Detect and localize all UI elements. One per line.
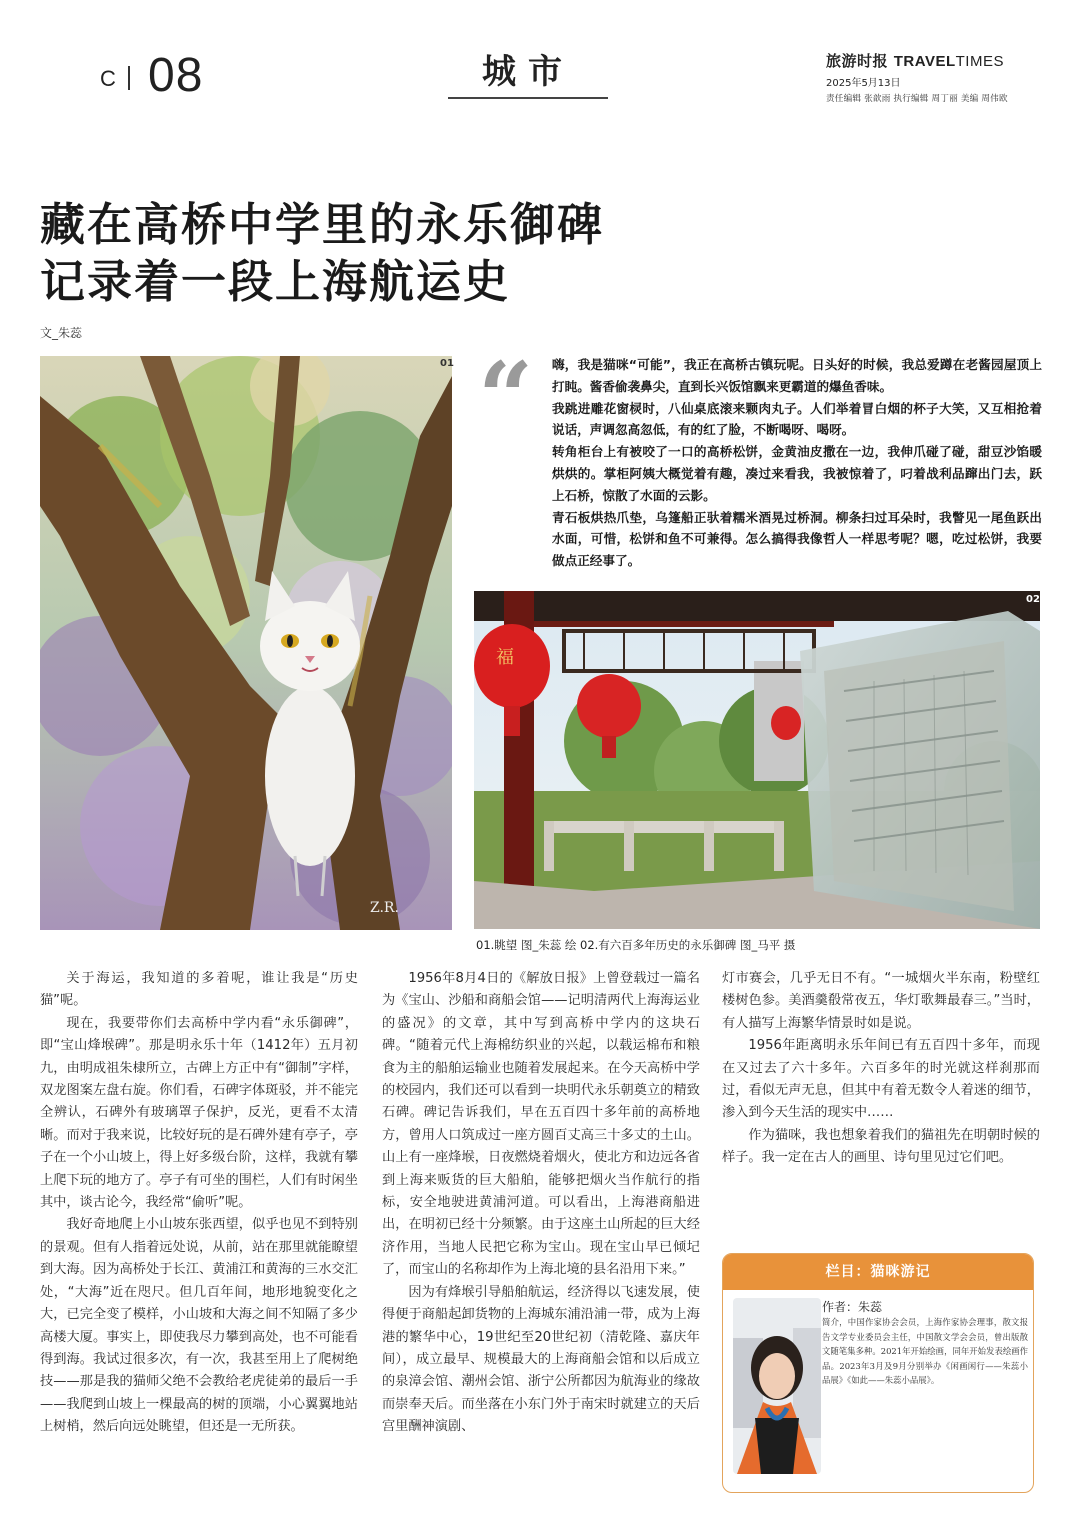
paper-masthead bbox=[826, 50, 1056, 104]
figure-1-number: 01 bbox=[440, 358, 454, 369]
author-name: 作者：朱蕊 bbox=[822, 1300, 883, 1314]
column-title: 栏目：猫咪游记 bbox=[723, 1254, 1033, 1290]
quote-mark: “ bbox=[478, 341, 534, 454]
body-paragraph: 我好奇地爬上小山坡东张西望，似乎也见不到特别的景观。但有人指着远处说，从前，站在那里就能瞭望到大海。因为高桥处于长江、黄浦江和黄海的三水交汇处，“大海”近在咫尺。但几百年间，地形地貌变化之大，已完全变了模样，小山坡和大海之间不知隔了多少高楼大厦。事实上，即使我尽力攀到高处，也不可能看得到海。我试过很多次，有一次，我甚至用上了爬树绝技——那是我的猫师父绝不会教给老虎徒弟的最后一手——我爬到山坡上一棵最高的树的顶端，小心翼翼地站上树梢，然后向远处眺望，但还是一无所获。 bbox=[40, 1217, 358, 1435]
cat-painting-art bbox=[40, 356, 452, 930]
body-paragraph: 因为有烽堠引导船舶航运，经济得以飞速发展，使得便于商船起卸货物的上海城东浦沿浦一带，成为上海港的繁华中心，19世纪至20世纪初（清乾隆、嘉庆年间），成立最早、规模最大的上海商船会馆和以后成立的泉漳会馆、潮州会馆、浙宁公所都因为航海业的缘故而崇奉天后。而坐落在小东门外于南宋时就建立的天后宫里酬神演剧、 bbox=[382, 1284, 700, 1435]
author-bio: 简介，中国作家协会会员，上海作家协会理事，散文报告文学专业委员会主任，中国散文学会会员，曾出版散文随笔集多种。2021年开始绘画，同年开始发表绘画作品。2023年3月及9月分别举办《闲画闲行——朱蕊小品展》《如此——朱蕊小品展》。 bbox=[822, 1317, 1028, 1385]
paper-name-en2: TIMES bbox=[955, 53, 1004, 70]
svg-text:Z.R.: Z.R. bbox=[370, 900, 399, 916]
body-column-3 bbox=[722, 968, 1040, 1170]
body-column-2 bbox=[382, 968, 700, 1439]
paper-name bbox=[826, 50, 1056, 71]
body-paragraph: 作为猫咪，我也想象着我们的猫祖先在明朝时候的样子。我一定在古人的画里、诗句里见过它们吧。 bbox=[722, 1127, 1040, 1166]
issue-date: 2025年5月13日 bbox=[826, 78, 901, 89]
body-paragraph: 关于海运，我知道的多着呢，谁让我是“历史猫”呢。 bbox=[40, 971, 358, 1009]
quote-paragraph: 转角柜台上有被咬了一口的高桥松饼，金黄油皮撒在一边，我伸爪碰了碰，甜豆沙馅暖烘烘的。掌柜阿姨大概觉着有趣，凑过来看我，我被惊着了，叼着战利品蹿出门去，跃上石桥，惊散了水面的云影。 bbox=[552, 444, 1042, 503]
body-column-1 bbox=[40, 968, 358, 1439]
stele-pavilion-photo bbox=[474, 591, 1040, 929]
headline bbox=[40, 196, 1040, 310]
headline-line-2: 记录着一段上海航运史 bbox=[40, 255, 511, 308]
editor-credits: 责任编辑 张歆雨 执行编辑 周丁丽 美编 周伟欧 bbox=[826, 94, 1008, 104]
cat-painting-image bbox=[40, 356, 452, 930]
quote-paragraph: 嗨，我是猫咪“可能”，我正在高桥古镇玩呢。日头好的时候，我总爱蹲在老酱园屋顶上打盹。酱香偷袭鼻尖，直到长兴饭馆飘来更霸道的爆鱼香味。 bbox=[552, 357, 1042, 394]
page-number-divider bbox=[128, 66, 130, 90]
body-paragraph: 现在，我要带你们去高桥中学内看“永乐御碑”，即“宝山烽堠碑”。那是明永乐十年（1412年）五月初九，由明成祖朱棣所立，古碑上方正中有“御制”字样，双龙图案左盘右旋。你们看，石碑字体斑驳，并不能完全辨认，石碑外有玻璃罩子保护，反光，更看不太清晰。而对于我来说，比较好玩的是石碑外建有亭子，亭子在一个小山坡上，得上好多级台阶，这样，我就有攀上爬下玩的地方了。亭子有可坐的围栏，人们有时闲坐其中，谈古论今，我经常“偷听”呢。 bbox=[40, 1015, 358, 1211]
section-underline bbox=[448, 97, 608, 99]
svg-text:福: 福 bbox=[496, 647, 514, 668]
headline-line-1: 藏在高桥中学里的永乐御碑 bbox=[40, 198, 605, 251]
body-paragraph: 灯市赛会，几乎无日不有。“一城烟火半东南，粉壁红楼树色参。美酒羹殽常夜五，华灯歌舞最春三。”当时，有人描写上海繁华情景时如是说。 bbox=[722, 971, 1040, 1031]
paper-name-cn: 旅游时报 bbox=[826, 52, 889, 70]
pull-quote bbox=[552, 354, 1042, 572]
quote-paragraph: 青石板烘热爪垫，乌篷船正驮着糯米酒晃过桥洞。柳条扫过耳朵时，我瞥见一尾鱼跃出水面，可惜，松饼和鱼不可兼得。怎么搞得我像哲人一样思考呢？嗯，吃过松饼，我要做点正经事了。 bbox=[552, 509, 1042, 569]
page-number-value: 08 bbox=[148, 49, 204, 102]
body-paragraph: 1956年距离明永乐年间已有五百四十多年，而现在又过去了六十多年。六百多年的时光就这样刹那而过，看似无声无息，但其中有着无数令人着迷的细节，渗入到今天生活的现实中…… bbox=[722, 1038, 1040, 1121]
section-title: 城市 bbox=[482, 52, 574, 92]
author-photo-art bbox=[733, 1298, 821, 1474]
author-photo bbox=[733, 1298, 821, 1474]
figure-caption: 01.眺望 图_朱蕊 绘 02.有六百多年历史的永乐御碑 图_马平 摄 bbox=[476, 938, 796, 952]
byline: 文_朱蕊 bbox=[40, 326, 83, 340]
paper-name-en: TRAVEL bbox=[893, 53, 956, 70]
stele-pavilion-art bbox=[474, 591, 1040, 929]
figure-2-number: 02 bbox=[1026, 594, 1040, 605]
page-prefix: C bbox=[100, 66, 116, 91]
quote-paragraph: 我跳进雕花窗棂时，八仙桌底滚来颗肉丸子。人们举着冒白烟的杯子大笑，又互相抢着说话，声调忽高忽低，有的红了脸，不断喝呀、喝呀。 bbox=[552, 400, 1042, 438]
body-paragraph: 1956年8月4日的《解放日报》上曾登载过一篇名为《宝山、沙船和商船会馆——记明清两代上海海运业的盛况》的文章，其中写到高桥中学内的这块石碑。“随着元代上海棉纺织业的兴起，以载运棉布和粮食为主的船舶运输业也随着发展起来。在今天高桥中学的校园内，我们还可以看到一块明代永乐朝奠立的精致石碑。碑记告诉我们，早在五百四十多年前的高桥地方，曾用人口筑成过一座方圆百丈高三十多丈的土山。山上有一座烽堠，日夜燃烧着烟火，使北方和边远各省到上海来贩货的巨大船舶，能够把烟火当作航行的指标，安全地驶进黄浦河道。可以看出，上海港商船进出，在明初已经十分频繁。由于这座土山所起的巨大经济作用，当地人民把它称为宝山。现在宝山早已倾圮了，而宝山的名称却作为上海北境的县名沿用下来。” bbox=[382, 971, 700, 1278]
